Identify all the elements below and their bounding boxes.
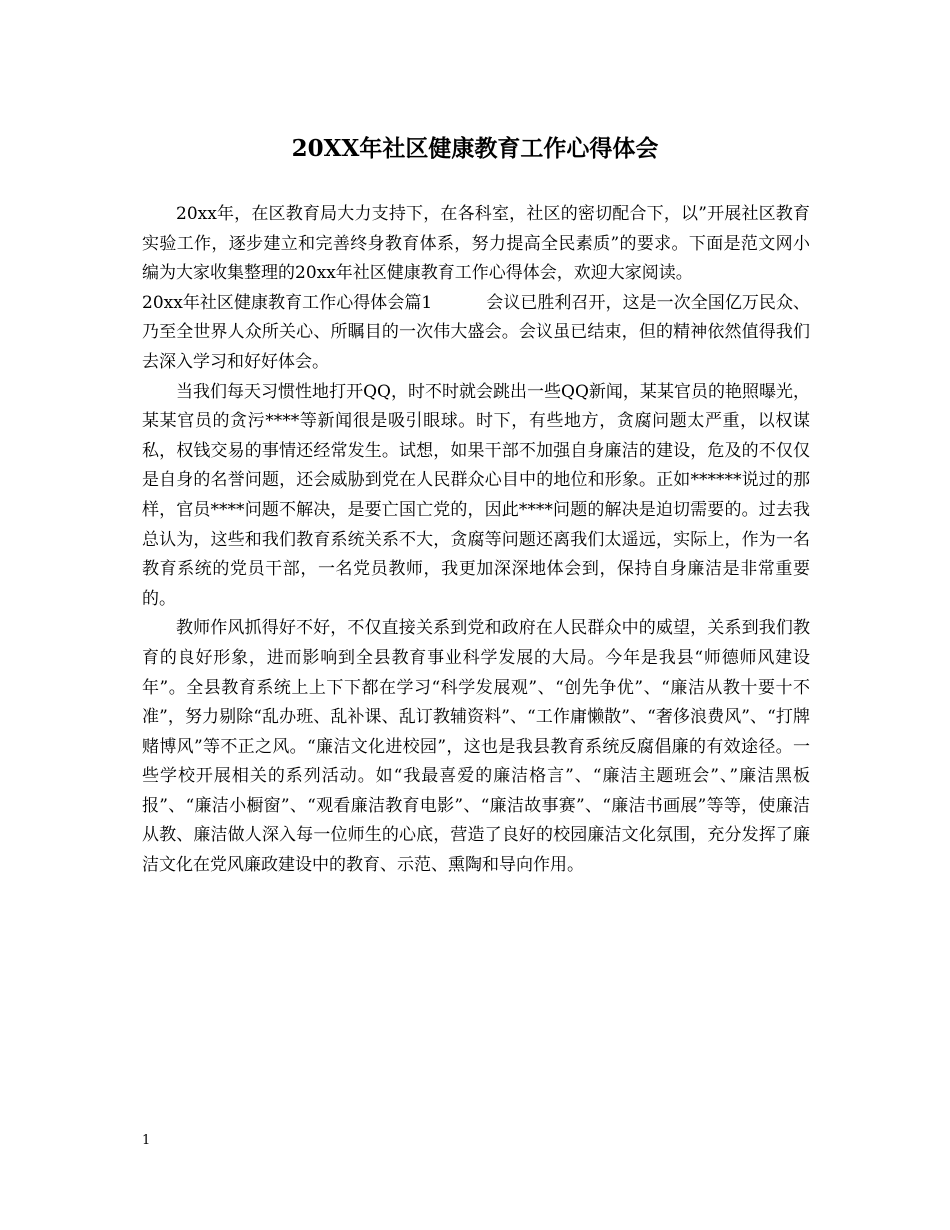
section-heading: 20xx年社区健康教育工作心得体会篇1 xyxy=(142,292,433,313)
document-body xyxy=(142,200,810,881)
body-paragraph: 当我们每天习惯性地打开QQ，时不时就会跳出一些QQ新闻，某某官员的艳照曝光，某某官员的贪污****等新闻很是吸引眼球。时下，有些地方，贪腐问题太严重，以权谋私，权钱交易的事情还经常发生。试想，如果干部不加强自身廉洁的建设，危及的不仅仅是自身的名誉问题，还会威胁到党在人民群众心目中的地位和形象。正如******说过的那样，官员****问题不解决，是要亡国亡党的，因此****问题的解决是迫切需要的。过去我总认为，这些和我们教育系统关系不大，贪腐等问题还离我们太遥远，实际上，作为一名教育系统的党员干部，一名党员教师，我更加深深地体会到，保持自身廉洁是非常重要的。 xyxy=(142,381,810,609)
body-paragraph: 教师作风抓得好不好，不仅直接关系到党和政府在人民群众中的威望，关系到我们教育的良好形象，进而影响到全县教育事业科学发展的大局。今年是我县“师德师风建设年”。全县教育系统上上下下都在学习“科学发展观”、“创先争优”、“廉洁从教十要十不准”，努力剔除“乱办班、乱补课、乱订教辅资料”、“工作庸懒散”、“奢侈浪费风”、“打牌赌博风”等不正之风。“廉洁文化进校园”，这也是我县教育系统反腐倡廉的有效途径。一些学校开展相关的系列活动。如“我最喜爱的廉洁格言”、“廉洁主题班会”、”廉洁黑板报”、“廉洁小橱窗”、“观看廉洁教育电影”、“廉洁故事赛”、“廉洁书画展”等等，使廉洁从教、廉洁做人深入每一位师生的心底，营造了良好的校园廉洁文化氛围，充分发挥了廉洁文化在党风廉政建设中的教育、示范、熏陶和导向作用。 xyxy=(142,618,810,876)
section-paragraph xyxy=(142,289,810,378)
page-number: 1 xyxy=(142,1133,151,1148)
document-title: 20XX年社区健康教育工作心得体会 xyxy=(291,135,659,162)
intro-paragraph: 20xx年，在区教育局大力支持下，在各科室，社区的密切配合下，以”开展社区教育实验工作，逐步建立和完善终身教育体系，努力提高全民素质”的要求。下面是范文网小编为大家收集整理的20xx年社区健康教育工作心得体会，欢迎大家阅读。 xyxy=(142,204,810,284)
section-text: 会议已胜利召开，这是一次全国亿万民众、乃至全世界人众所关心、所瞩目的一次伟大盛会。会议虽已结束，但的精神依然值得我们去深入学习和好好体会。 xyxy=(142,292,811,372)
